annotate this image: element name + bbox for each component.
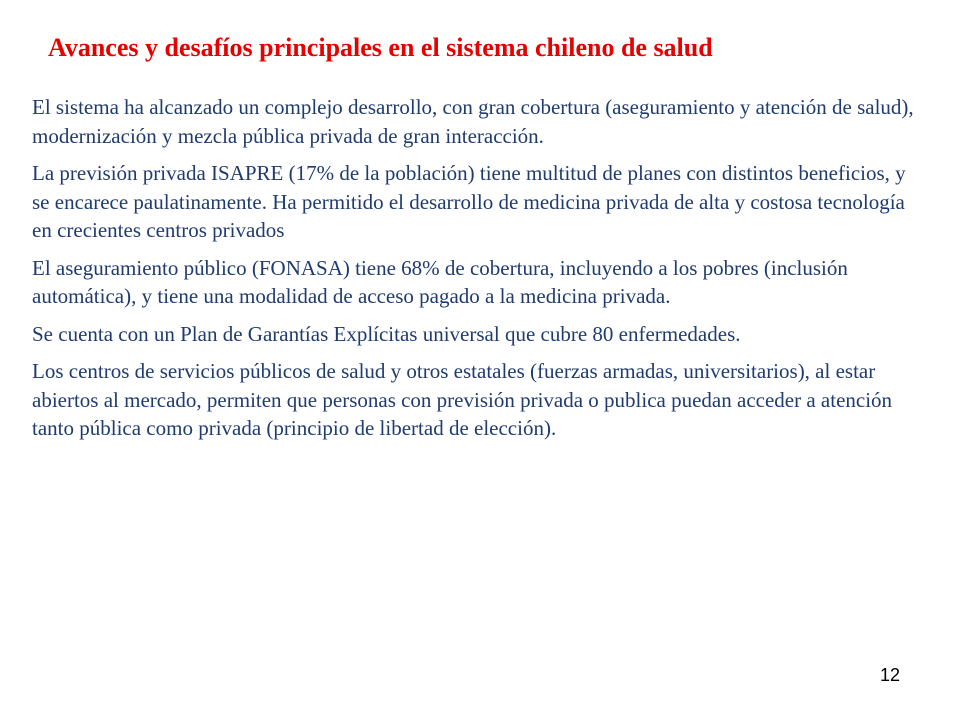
- paragraph-guarantees-plan: Se cuenta con un Plan de Garantías Explícitas universal que cubre 80 enfermedades.: [32, 321, 741, 346]
- paragraph-system-development: El sistema ha alcanzado un complejo desarrollo, con gran cobertura (aseguramiento y atención de salud), modernización y mezcla pública privada de gran interacción.: [32, 95, 914, 148]
- slide-title: Avances y desafíos principales en el sistema chileno de salud: [48, 33, 713, 62]
- paragraph-public-centers: Los centros de servicios públicos de salud y otros estatales (fuerzas armadas, universitarios), al estar abiertos al mercado, permiten que personas con previsión privada o publica puedan acceder a atención tanto pública como privada (principio de libertad de elección).: [32, 359, 893, 440]
- slide-body: [32, 93, 927, 452]
- paragraph-fonasa: El aseguramiento público (FONASA) tiene 68% de cobertura, incluyendo a los pobres (inclusión automática), y tiene una modalidad de acceso pagado a la medicina privada.: [32, 255, 848, 308]
- paragraph-isapre: La previsión privada ISAPRE (17% de la población) tiene multitud de planes con distintos beneficios, y se encarece paulatinamente. Ha permitido el desarrollo de medicina privada de alta y costosa tecnología en crecientes centros privados: [32, 161, 906, 242]
- page-number: 12: [879, 665, 900, 685]
